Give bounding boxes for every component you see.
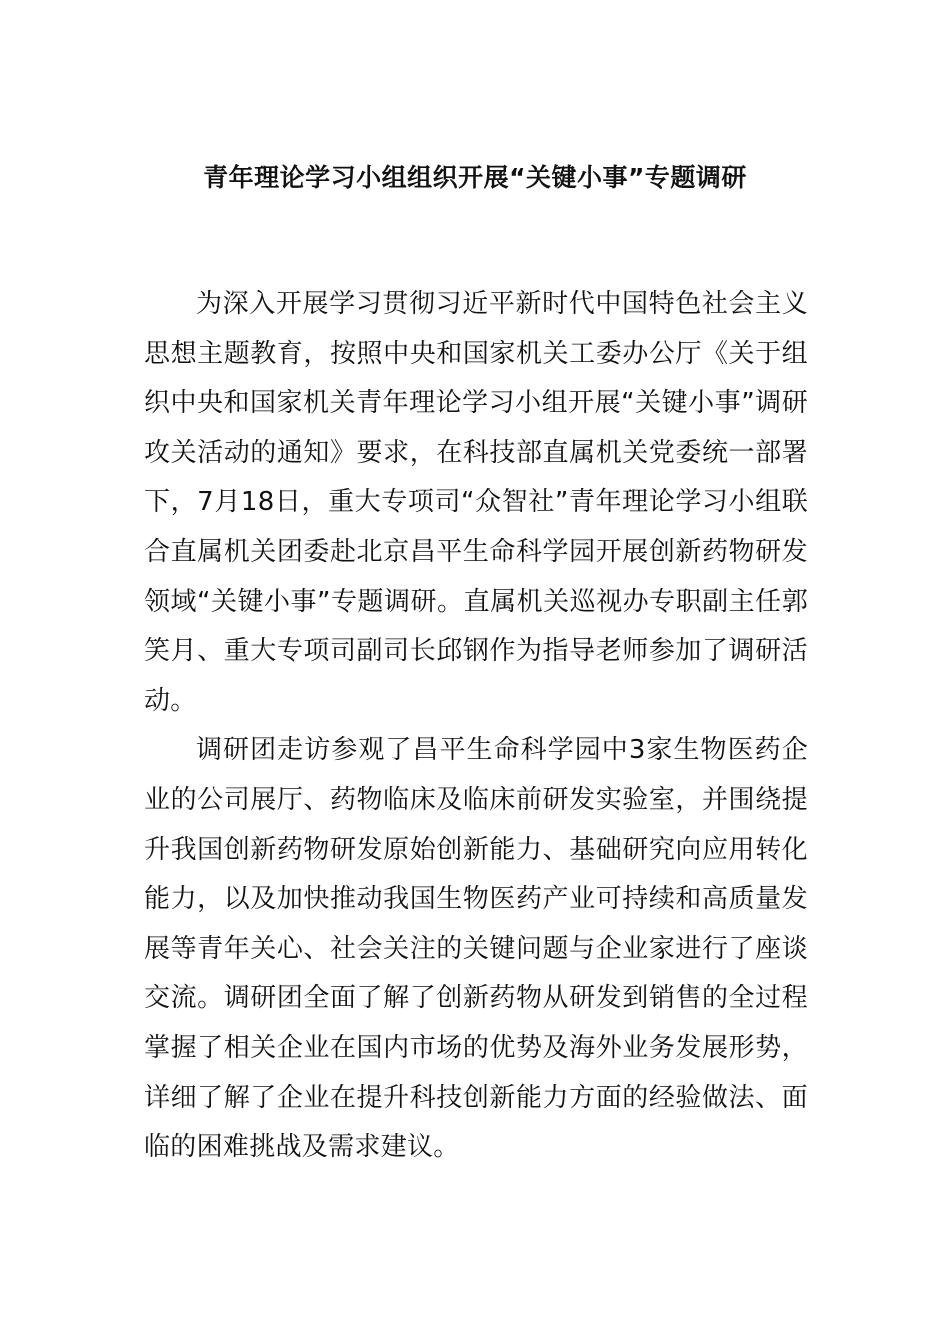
paragraph-2: 调研团走访参观了昌平生命科学园中3家生物医药企业的公司展厅、药物临床及临床前研发实验室，并围绕提升我国创新药物研发原始创新能力、基础研究向应用转化能力，以及加快推动我国生物医药产业可持续和高质量发展等青年关心、社会关注的关键问题与企业家进行了座谈交流。调研团全面了解了创新药物从研发到销售的全过程掌握了相关企业在国内市场的优势及海外业务发展形势，详细了解了企业在提升科技创新能力方面的经验做法、面临的困难挑战及需求建议。 — [144, 735, 808, 1163]
paragraph-1: 为深入开展学习贯彻习近平新时代中国特色社会主义思想主题教育，按照中央和国家机关工委办公厅《关于组织中央和国家机关青年理论学习小组开展“关键小事”调研攻关活动的通知》要求，在科技部直属机关党委统一部署下，7月18日，重大专项司“众智社”青年理论学习小组联合直属机关团委赴北京昌平生命科学园开展创新药物研发领域“关键小事”专题调研。直属机关巡视办专职副主任郭笑月、重大专项司副司长邱钢作为指导老师参加了调研活动。 — [144, 289, 808, 716]
document-body — [144, 280, 808, 1173]
document-title: 青年理论学习小组组织开展“关键小事”专题调研 — [203, 163, 747, 192]
